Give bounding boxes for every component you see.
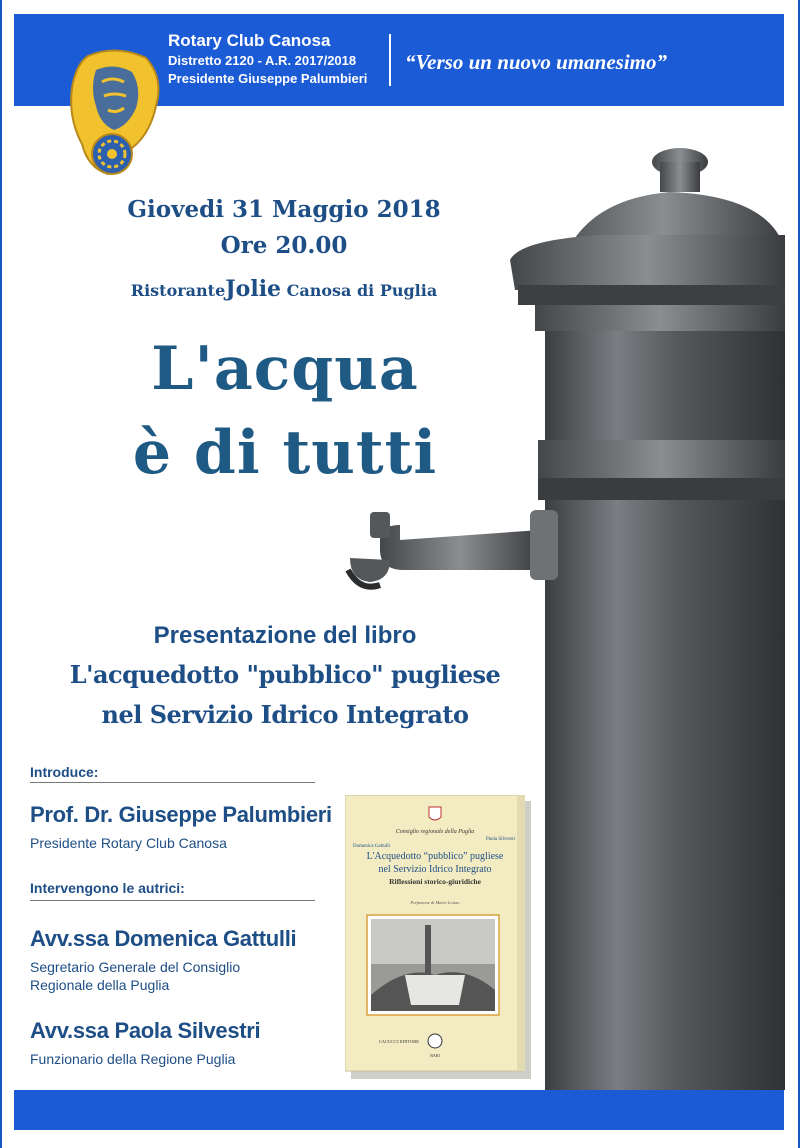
author1-role [30, 958, 240, 994]
intro-label: Introduce: [30, 764, 99, 780]
cover-preface: Prefazione di Mario Loizzo [410, 900, 460, 905]
author1-role-line2: Regionale della Puglia [30, 977, 170, 993]
footer-band [14, 1090, 784, 1130]
club-president: Presidente Giuseppe Palumbieri [168, 71, 368, 86]
club-district: Distretto 2120 - A.R. 2017/2018 [168, 53, 357, 68]
rotary-logo-icon [66, 48, 166, 188]
main-title-line2: è di tutti [132, 418, 438, 488]
author2-name: Avv.ssa Paola Silvestri [30, 1018, 261, 1043]
cover-title-1: L'Acquedotto “pubblico” pugliese [366, 851, 504, 862]
cover-city: BARI [430, 1053, 440, 1058]
event-venue [96, 276, 472, 302]
presentation-heading: Presentazione del libro [153, 622, 417, 649]
venue-city: Canosa di Puglia [286, 281, 438, 300]
cover-publisher-top: Consiglio regionale della Puglia [395, 829, 475, 835]
event-time: Ore 20.00 [220, 232, 348, 259]
club-name: Rotary Club Canosa [168, 31, 331, 50]
divider [30, 782, 315, 783]
intro-speaker-name: Prof. Dr. Giuseppe Palumbieri [30, 802, 332, 827]
book-title-line2: nel Servizio Idrico Integrato [101, 700, 469, 729]
authors-label: Intervengono le autrici: [30, 880, 185, 896]
cover-author-right: Paola Silvestri [485, 837, 515, 842]
author1-name: Avv.ssa Domenica Gattulli [30, 926, 297, 951]
author2-role: Funzionario della Regione Puglia [30, 1051, 236, 1067]
cover-author-left: Domenica Gattulli [353, 844, 391, 849]
cover-title-2: nel Servizio Idrico Integrato [378, 864, 492, 875]
venue-name: Jolie [225, 276, 282, 302]
header-separator [389, 34, 391, 86]
book-cover-image [345, 795, 533, 1079]
venue-prefix: Ristorante [130, 281, 226, 300]
main-title-line1: L'acqua [151, 334, 419, 404]
club-info [168, 30, 367, 88]
event-date: Giovedi 31 Maggio 2018 [127, 196, 441, 223]
intro-speaker-role: Presidente Rotary Club Canosa [30, 835, 227, 851]
divider [30, 900, 315, 901]
cover-subtitle: Riflessioni storico-giuridiche [389, 877, 481, 886]
cover-publisher: CACUCCI EDITORE [378, 1039, 419, 1044]
book-title-line1: L'acquedotto "pubblico" pugliese [69, 660, 501, 689]
author1-role-line1: Segretario Generale del Consiglio [30, 959, 241, 975]
motto: “Verso un nuovo umanesimo” [405, 50, 667, 74]
